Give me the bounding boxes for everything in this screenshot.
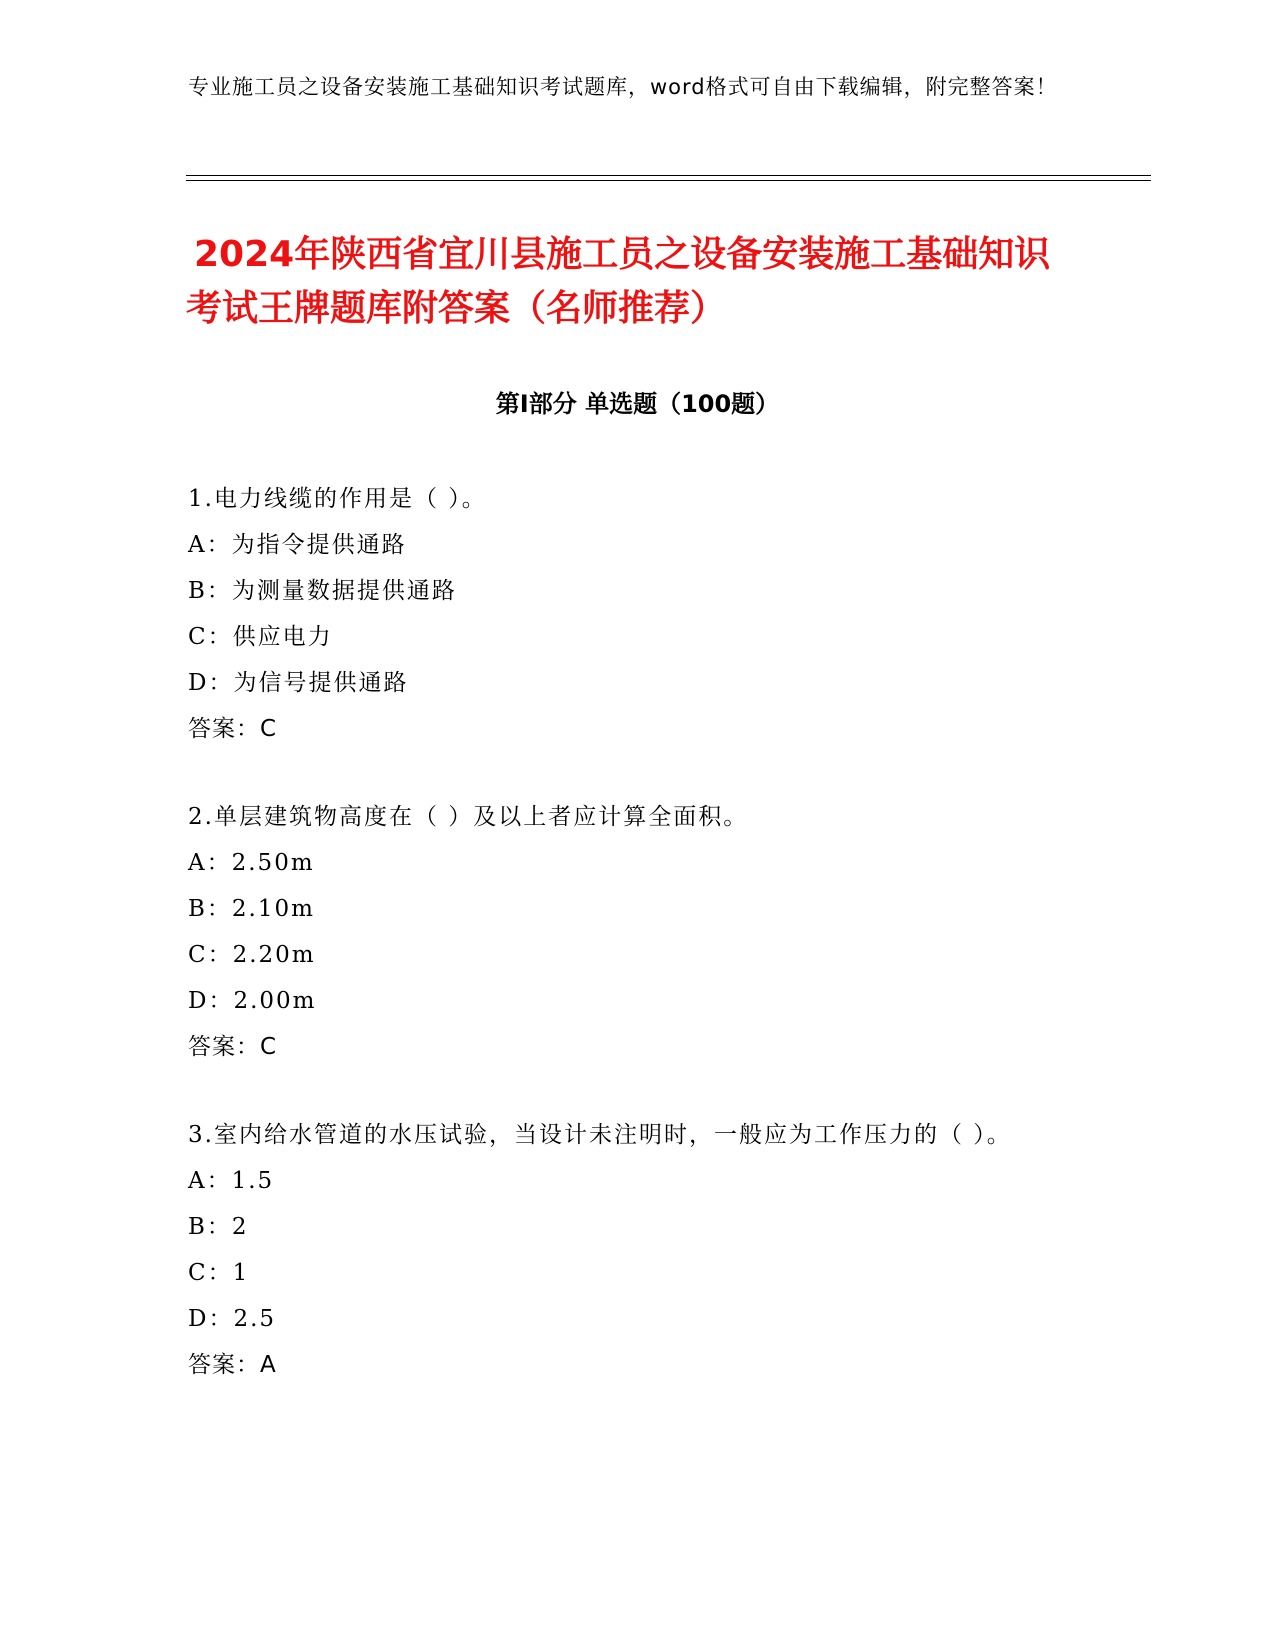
header-divider-top bbox=[186, 175, 1151, 176]
option-d: D：2.00m bbox=[188, 988, 317, 1014]
option-b: B：为测量数据提供通路 bbox=[188, 578, 457, 604]
option-c: C：1 bbox=[188, 1260, 250, 1286]
question-1 bbox=[188, 476, 1068, 752]
option-a: A：1.5 bbox=[188, 1168, 275, 1194]
answer: 答案：C bbox=[188, 1034, 278, 1060]
question-list bbox=[188, 476, 1068, 1430]
answer: 答案：C bbox=[188, 716, 278, 742]
question-2 bbox=[188, 794, 1068, 1070]
section-title: 第Ⅰ部分 单选题（100题） bbox=[495, 390, 780, 418]
question-stem: 1.电力线缆的作用是（ ）。 bbox=[188, 486, 487, 512]
option-d: D：为信号提供通路 bbox=[188, 670, 409, 696]
option-c: C：供应电力 bbox=[188, 624, 333, 650]
option-b: B：2 bbox=[188, 1214, 249, 1240]
question-stem: 3.室内给水管道的水压试验，当设计未注明时，一般应为工作压力的（ ）。 bbox=[188, 1122, 1012, 1148]
header-note: 专业施工员之设备安装施工基础知识考试题库，word格式可自由下载编辑，附完整答案！ bbox=[188, 75, 1058, 99]
option-a: A：为指令提供通路 bbox=[188, 532, 407, 558]
answer: 答案：A bbox=[188, 1352, 277, 1378]
header-divider-bottom bbox=[186, 180, 1151, 181]
option-c: C：2.20m bbox=[188, 942, 316, 968]
question-3 bbox=[188, 1112, 1068, 1388]
option-b: B：2.10m bbox=[188, 896, 315, 922]
option-a: A：2.50m bbox=[188, 850, 315, 876]
document-title: 2024年陕西省宜川县施工员之设备安装施工基础知识考试王牌题库附答案（名师推荐） bbox=[186, 234, 1051, 329]
question-stem: 2.单层建筑物高度在（ ）及以上者应计算全面积。 bbox=[188, 804, 749, 830]
option-d: D：2.5 bbox=[188, 1306, 277, 1332]
